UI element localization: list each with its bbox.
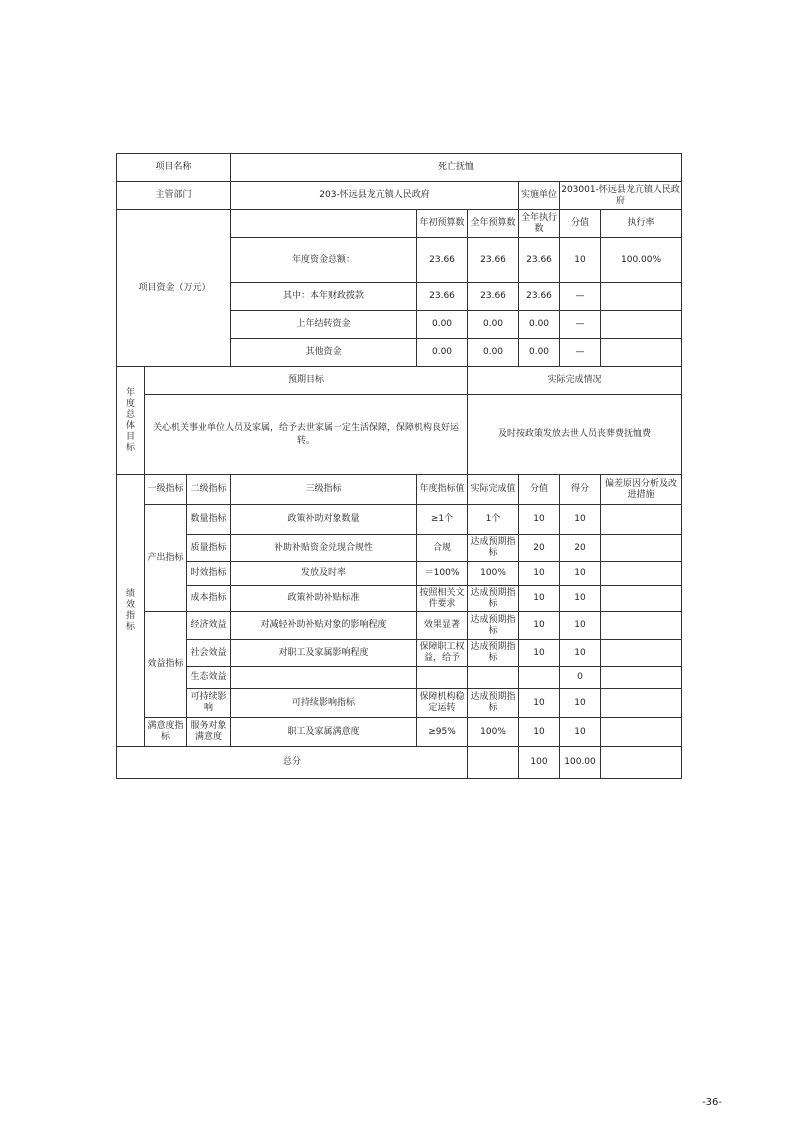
indicator-score: 20 [560,535,601,562]
funds-row-executed: 0.00 [519,339,560,367]
funds-row-initial: 23.66 [417,238,468,283]
total-blank-1 [468,747,519,779]
funds-header-annual: 全年预算数 [468,210,519,238]
indicator-actual: 达成预期指标 [468,535,519,562]
indicator-row [117,718,682,747]
actual-goal-text: 及时按政策发放去世人员丧葬费抚恤费 [468,395,682,475]
indicator-header-level3: 三级指标 [231,475,417,505]
funds-label [117,210,231,367]
expected-goal-header: 预期目标 [145,367,468,395]
implementing-unit-label: 实施单位 [519,182,560,210]
funds-header-weight: 分值 [560,210,601,238]
indicator-analysis [601,535,682,562]
indicator-actual [468,667,519,689]
funds-header-row [117,210,682,238]
indicator-level1: 产出指标 [145,505,187,612]
indicator-analysis [601,689,682,718]
indicator-weight [519,667,560,689]
project-name-label: 项目名称 [117,154,231,182]
indicator-header-score: 得分 [560,475,601,505]
indicators-header-row [117,475,682,505]
funds-header-initial: 年初预算数 [417,210,468,238]
funds-row-executed: 23.66 [519,238,560,283]
funds-row-initial: 0.00 [417,311,468,339]
indicator-score: 10 [560,505,601,535]
indicator-header-weight: 分值 [519,475,560,505]
indicator-weight: 10 [519,562,560,586]
indicator-row [117,612,682,640]
indicator-target: 合规 [417,535,468,562]
indicator-score: 10 [560,640,601,667]
total-blank-2 [601,747,682,779]
department-label: 主管部门 [117,182,231,210]
indicator-target: 保障机构稳定运转 [417,689,468,718]
indicator-level2: 质量指标 [187,535,231,562]
funds-row-weight: — [560,311,601,339]
funds-row-initial: 0.00 [417,339,468,367]
implementing-unit-value: 203001-怀远县龙亢镇人民政府 [560,182,682,210]
funds-row-executed: 23.66 [519,283,560,311]
indicators-label-text: 绩效指标 [125,588,135,632]
indicator-analysis [601,562,682,586]
funds-header-executed: 全年执行数 [519,210,560,238]
indicator-level3: 发放及时率 [231,562,417,586]
funds-row-weight: — [560,283,601,311]
indicator-row [117,562,682,586]
indicator-level2: 经济效益 [187,612,231,640]
funds-row-executed: 0.00 [519,311,560,339]
indicator-actual: 达成预期指标 [468,640,519,667]
indicator-header-level1: 一级指标 [145,475,187,505]
indicator-row [117,640,682,667]
funds-row-annual: 0.00 [468,311,519,339]
actual-goal-header: 实际完成情况 [468,367,682,395]
indicator-score: 10 [560,562,601,586]
indicator-row [117,535,682,562]
expected-goal-text: 关心机关事业单位人员及家属，给予去世家属一定生活保障，保障机构良好运转。 [145,395,468,475]
indicator-weight: 10 [519,640,560,667]
performance-table [116,153,682,779]
department-value: 203-怀远县龙亢镇人民政府 [231,182,519,210]
indicator-actual: 达成预期指标 [468,612,519,640]
indicator-level3: 政策补助补贴标准 [231,586,417,612]
department-row [117,182,682,210]
indicator-analysis [601,718,682,747]
indicator-row [117,505,682,535]
indicator-weight: 20 [519,535,560,562]
indicator-level2: 成本指标 [187,586,231,612]
funds-label-text: 项目资金（万元） [138,283,211,293]
indicator-level1: 效益指标 [145,612,187,718]
indicator-analysis [601,505,682,535]
indicator-target [417,667,468,689]
indicator-analysis [601,612,682,640]
goals-label [117,367,145,475]
indicator-level1: 满意度指标 [145,718,187,747]
indicator-row [117,586,682,612]
total-score: 100.00 [560,747,601,779]
project-name-value: 死亡抚恤 [231,154,682,182]
indicator-score: 0 [560,667,601,689]
indicator-level2: 社会效益 [187,640,231,667]
indicator-target: ≥1个 [417,505,468,535]
indicator-level3: 补助补贴资金兑现合规性 [231,535,417,562]
indicator-row [117,689,682,718]
indicator-target: ≥95% [417,718,468,747]
indicator-level3 [231,667,417,689]
funds-row-label: 其他资金 [231,339,417,367]
indicator-level2: 生态效益 [187,667,231,689]
funds-row-annual: 23.66 [468,283,519,311]
indicator-score: 10 [560,612,601,640]
funds-row-annual: 23.66 [468,238,519,283]
total-row [117,747,682,779]
funds-row-label: 上年结转资金 [231,311,417,339]
project-name-row [117,154,682,182]
indicator-level3: 对职工及家属影响程度 [231,640,417,667]
goals-label-text: 年度总体目标 [125,387,135,453]
funds-row-rate [601,339,682,367]
indicator-header-actual: 实际完成值 [468,475,519,505]
indicator-analysis [601,640,682,667]
indicator-level2: 服务对象满意度 [187,718,231,747]
goals-header-row [117,367,682,395]
funds-row-weight: — [560,339,601,367]
indicator-actual: 100% [468,718,519,747]
indicator-analysis [601,586,682,612]
funds-header-blank [231,210,417,238]
indicator-score: 10 [560,718,601,747]
indicator-level3: 可持续影响指标 [231,689,417,718]
indicator-actual: 达成预期指标 [468,586,519,612]
funds-row-rate [601,283,682,311]
page-number: -36- [702,1097,722,1108]
indicator-weight: 10 [519,586,560,612]
indicator-target: 效果显著 [417,612,468,640]
indicator-target: ＝100% [417,562,468,586]
indicator-level3: 对减轻补助补贴对象的影响程度 [231,612,417,640]
indicator-weight: 10 [519,689,560,718]
indicator-score: 10 [560,586,601,612]
indicator-level2: 可持续影响 [187,689,231,718]
indicator-header-level2: 二级指标 [187,475,231,505]
funds-header-rate: 执行率 [601,210,682,238]
indicator-weight: 10 [519,612,560,640]
indicator-analysis [601,667,682,689]
indicator-target: 按照相关文件要求 [417,586,468,612]
total-weight: 100 [519,747,560,779]
funds-row-label: 其中：本年财政拨款 [231,283,417,311]
funds-row-weight: 10 [560,238,601,283]
indicator-actual: 100% [468,562,519,586]
funds-row-initial: 23.66 [417,283,468,311]
indicator-level2: 数量指标 [187,505,231,535]
indicator-level2: 时效指标 [187,562,231,586]
indicator-header-target: 年度指标值 [417,475,468,505]
indicator-level3: 政策补助对象数量 [231,505,417,535]
indicator-target: 保障职工权益，给予 [417,640,468,667]
indicator-actual: 1个 [468,505,519,535]
indicators-label [117,475,145,747]
funds-row-annual: 0.00 [468,339,519,367]
indicator-row [117,667,682,689]
funds-row-rate [601,311,682,339]
funds-row-rate: 100.00% [601,238,682,283]
indicator-weight: 10 [519,505,560,535]
indicator-score: 10 [560,689,601,718]
total-label: 总分 [117,747,468,779]
indicator-weight: 10 [519,718,560,747]
indicator-header-analysis: 偏差原因分析及改进措施 [601,475,682,505]
goals-content-row [117,395,682,475]
indicator-actual: 达成预期指标 [468,689,519,718]
funds-row-label: 年度资金总额： [231,238,417,283]
indicator-level3: 职工及家属满意度 [231,718,417,747]
